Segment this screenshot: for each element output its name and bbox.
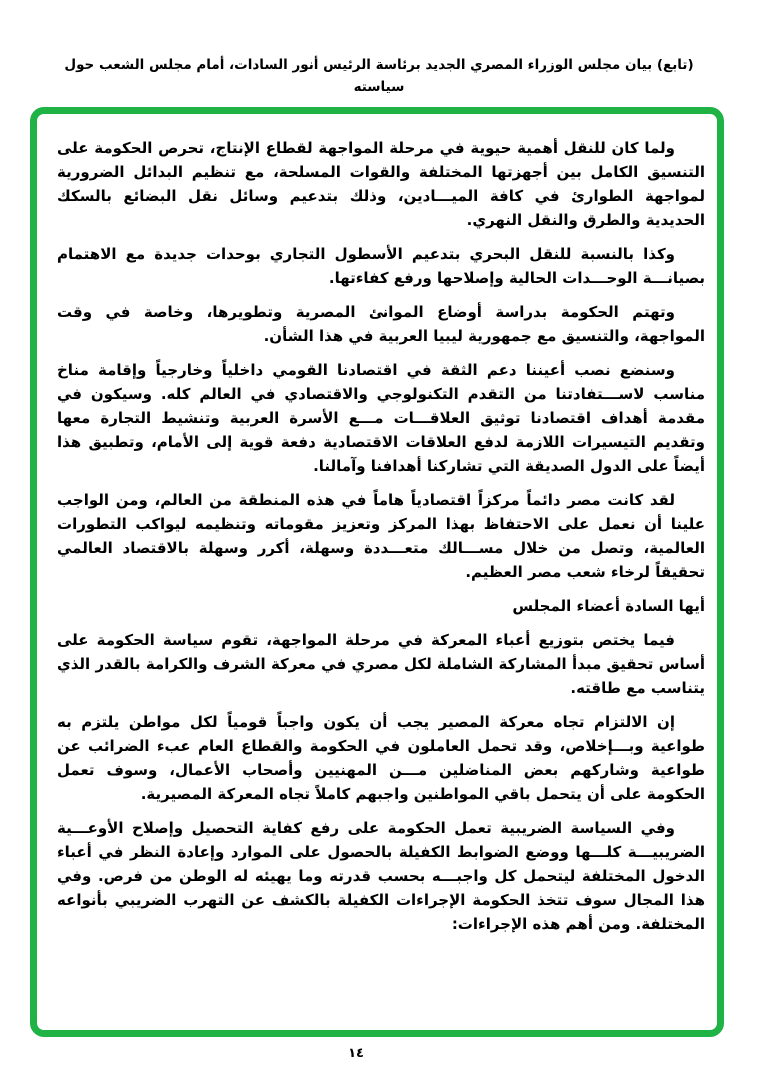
paragraph-maritime-fleet: وكذا بالنسبة للنقل البحري بتدعيم الأسطول التجاري بوحدات جديدة مع الاهتمام بصيانـــة الوحـــدات الحالية وإصلاحها ورفع كفاءتها. (57, 245, 705, 287)
paragraph-national-economy: وسنضع نصب أعيننا دعم الثقة في اقتصادنا القومي داخلياً وخارجياً وإقامة مناخ مناسب لاســـتفادتنا من التقدم التكنولوجي والاقتصادي في العالم كله. وسيكون في مقدمة أهداف اقتصادنا توثيق العلاقـــات مـــع الأسرة العربية وتنشيط التجارة معها وتقديم التيسيرات اللازمة لدفع العلاقات الاقتصادية دفعة قوية إلى الأمام، وتطبيق هذا أيضاً على الدول الصديقة التي تشاركنا أهدافنا وآمالنا. (57, 361, 705, 475)
paragraph-battle-burdens: فيما يختص بتوزيع أعباء المعركة في مرحلة المواجهة، تقوم سياسة الحكومة على أساس تحقيق مبدأ المشاركة الشاملة لكل مصري في معركة الشرف والكرامة بالقدر الذي يتناسب مع طاقته. (57, 631, 705, 697)
content-frame (30, 107, 724, 1037)
address-council-members: أيها السادة أعضاء المجلس (512, 597, 705, 615)
paragraph-transport-coordination: ولما كان للنقل أهمية حيوية في مرحلة المواجهة لقطاع الإنتاج، تحرص الحكومة على التنسيق الكامل بين أجهزتها المختلفة والقوات المسلحة، مع تنظيم البدائل الضرورية لمواجهة الطوارئ في كافة الميـــادين، وذلك بتدعيم وسائل نقل البضائع بالسكك الحديدية والطرق والنقل النهري. (57, 139, 705, 229)
paragraph-egypt-economic-center: لقد كانت مصر دائماً مركزاً اقتصادياً هاماً في هذه المنطقة من العالم، ومن الواجب علينا أن نعمل على الاحتفاظ بهذا المركز وتعزيز مقوماته وتنظيمه ليواكب التطورات العالمية، وتصل من خلال مســـالك متعـــددة وسهلة، أكرر وسهلة بالاقتصاد العالمي تحقيقاً لرخاء شعب مصر العظيم. (57, 491, 705, 581)
page-number: ١٤ (348, 1046, 364, 1061)
paragraph-ports-libya: وتهتم الحكومة بدراسة أوضاع الموانئ المصرية وتطويرها، وخاصة في وقت المواجهة، والتنسيق مع جمهورية ليبيا العربية في هذا الشأن. (57, 303, 705, 345)
page-header: (تابع) بيان مجلس الوزراء المصري الجديد برئاسة الرئيس أنور السادات، أمام مجلس الشعب حول سياسته (64, 57, 694, 95)
paragraph-tax-policy: وفي السياسة الضريبية تعمل الحكومة على رفع كفاية التحصيل وإصلاح الأوعـــية الضريبيـــة كلـــها ووضع الضوابط الكفيلة بالحصول على الموارد وإعادة النظر في أعباء الدخول المختلفة ليتحمل كل واجبـــه بحسب قدرته وما يهيئه له الوطن من فرص. وفي هذا المجال سوف تتخذ الحكومة الإجراءات الكفيلة بالكشف عن التهرب الضريبي بأنواعه المختلفة. ومن أهم هذه الإجراءات: (57, 819, 705, 933)
paragraph-national-commitment: إن الالتزام تجاه معركة المصير يجب أن يكون واجباً قومياً لكل مواطن يلتزم به طواعية وبـــإخلاص، وقد تحمل العاملون في الحكومة والقطاع العام عبء الضرائب عن طواعية وشاركهم بعض المناضلين مـــن المهنيين وأصحاب الأعمال، وسوف تعمل الحكومة على أن يتحمل باقي المواطنين واجبهم كاملاً تجاه المعركة المصيرية. (57, 713, 705, 803)
statement-body (57, 136, 705, 946)
